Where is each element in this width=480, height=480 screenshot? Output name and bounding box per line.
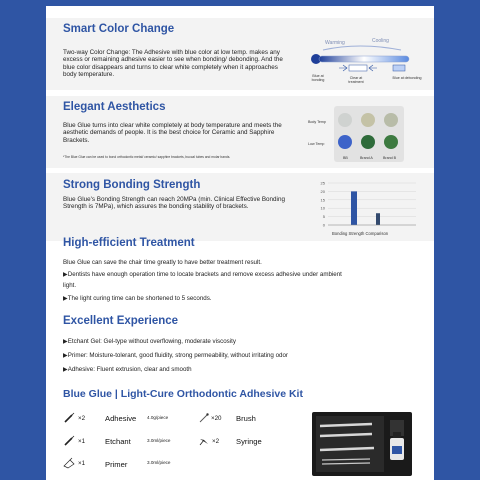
low-temp-label: Low Temp bbox=[308, 142, 325, 146]
adhesive-qty: ×2 bbox=[78, 415, 86, 422]
chart-ytick-label: 0 bbox=[322, 222, 325, 228]
primer-name: Primer bbox=[105, 460, 128, 469]
primer-qty: ×1 bbox=[78, 460, 86, 467]
brand-a-body-temp-sample bbox=[361, 113, 375, 127]
syringe-tip-icon bbox=[198, 435, 210, 447]
brand-a-label: Brand A bbox=[360, 156, 373, 160]
document-page bbox=[46, 6, 434, 480]
body-temp-label: Body Temp bbox=[308, 120, 326, 124]
smart-color-title: Smart Color Change bbox=[63, 23, 175, 35]
experience-line-1: ▶Etchant Gel: Gel-type without overflowing, moderate viscosity bbox=[63, 338, 236, 345]
syringe-qty: ×2 bbox=[212, 438, 220, 445]
bb-label: BB bbox=[343, 156, 348, 160]
kit-section bbox=[46, 384, 434, 480]
brand-a-low-temp-sample bbox=[361, 135, 375, 149]
elegant-note: *The Blue Glue can be used to bond orthodontic metal/ ceramic/ sapphire brackets, buccal tubes and molar bands. bbox=[63, 155, 231, 159]
treatment-title: High-efficient Treatment bbox=[63, 237, 195, 249]
primer-spec: 3.0ml/piece bbox=[147, 460, 171, 465]
chart-caption: Bonding Strength Comparison bbox=[332, 231, 389, 236]
blue-at-bonding-label: Blue at bonding bbox=[311, 74, 325, 82]
brand-b-label: Brand B bbox=[383, 156, 396, 160]
chart-ytick-label: 20 bbox=[320, 188, 325, 194]
blue-at-debonding-label: Blue at debonding bbox=[392, 76, 422, 80]
treatment-line-2b: light. bbox=[63, 282, 77, 289]
chart-ytick-label: 15 bbox=[320, 197, 325, 203]
clear-at-treatment-label: Clear at treatment bbox=[348, 76, 364, 84]
elegant-title: Elegant Aesthetics bbox=[63, 101, 166, 113]
strength-title: Strong Bonding Strength bbox=[63, 179, 201, 191]
chart-bar bbox=[376, 213, 380, 225]
etchant-syringe-icon bbox=[63, 435, 75, 447]
brush-icon bbox=[198, 412, 210, 424]
brush-qty: ×20 bbox=[211, 415, 222, 422]
chart-ytick-label: 5 bbox=[322, 214, 325, 220]
treatment-line-3: ▶The light curing time can be shortened to 5 seconds. bbox=[63, 295, 212, 302]
smart-color-body: Two-way Color Change: The Adhesive with blue color at low temp. makes any excess or remaining adhesive easier to see when bonding/ debonding. And the blue color disappears and turns to clear white completely when it approaches body temperature. bbox=[63, 49, 283, 79]
bb-body-temp-sample bbox=[338, 113, 352, 127]
elegant-aesthetics-section bbox=[46, 96, 434, 168]
strength-body: Blue Glue's Bonding Strength can reach 20MPa (min. Clinical Effective Bonding Strength is 7MPa), which assures the bonding stability of brackets. bbox=[63, 196, 285, 211]
bonding-strength-section bbox=[46, 173, 434, 241]
experience-line-3: ▶Adhesive: Fluent extrusion, clear and smooth bbox=[63, 366, 192, 373]
kit-title: Blue Glue | Light-Cure Orthodontic Adhesive Kit bbox=[63, 388, 303, 400]
treatment-line-2: ▶Dentists have enough operation time to locate brackets and remove excess adhesive under ambient bbox=[63, 271, 342, 278]
etchant-name: Etchant bbox=[105, 437, 131, 446]
adhesive-syringe-icon bbox=[63, 412, 75, 424]
warming-label: Warming bbox=[325, 40, 345, 46]
kit-box-photo bbox=[312, 412, 412, 476]
chart-bar bbox=[351, 191, 357, 225]
adhesive-spec: 4.0g/piece bbox=[147, 415, 169, 420]
experience-section bbox=[46, 313, 434, 381]
etchant-qty: ×1 bbox=[78, 438, 86, 445]
primer-bottle-icon bbox=[62, 457, 76, 469]
experience-line-2: ▶Primer: Moisture-tolerant, good fluidity, strong permeability, without irritating odor bbox=[63, 352, 288, 359]
syringe-name: Syringe bbox=[236, 437, 262, 446]
brush-name: Brush bbox=[236, 414, 256, 423]
brand-b-low-temp-sample bbox=[384, 135, 398, 149]
chart-ytick-label: 10 bbox=[320, 205, 325, 211]
adhesive-name: Adhesive bbox=[105, 414, 137, 423]
cooling-label: Cooling bbox=[372, 38, 389, 44]
treatment-section bbox=[46, 237, 434, 311]
treatment-line-1: Blue Glue can save the chair time greatly to have better treatment result. bbox=[63, 259, 262, 266]
elegant-body: Blue Glue turns into clear white completely at body temperature and meets the aesthetic demands of people. It is the best choice for Ceramic and Sapphire Brackets. bbox=[63, 122, 282, 144]
chart-ytick-label: 25 bbox=[320, 180, 325, 186]
experience-title: Excellent Experience bbox=[63, 315, 179, 327]
bonding-strength-chart bbox=[310, 179, 420, 231]
brand-b-body-temp-sample bbox=[384, 113, 398, 127]
etchant-spec: 3.0ml/piece bbox=[147, 438, 171, 443]
bb-low-temp-sample bbox=[338, 135, 352, 149]
smart-color-section bbox=[46, 18, 434, 90]
